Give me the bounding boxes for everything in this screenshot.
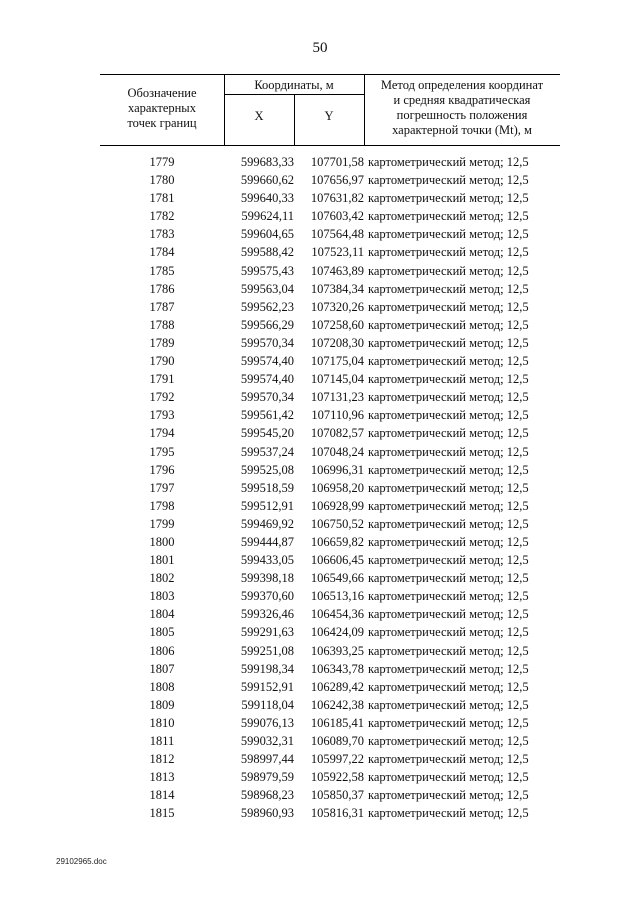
method-cell: картометрический метод; 12,5 — [368, 625, 529, 640]
coord-y: 106393,25 — [310, 643, 364, 658]
coord-x: 599660,62 — [240, 173, 294, 188]
header-method-line: характерной точки (Mt), м — [392, 123, 532, 137]
table-row — [100, 388, 570, 406]
coord-x: 599574,40 — [240, 354, 294, 369]
table-row — [100, 678, 570, 696]
coord-x: 599566,29 — [240, 317, 294, 332]
table-row — [100, 623, 570, 641]
header-designation — [100, 86, 224, 131]
header-y: Y — [324, 109, 334, 123]
coord-x: 598979,59 — [240, 770, 294, 785]
method-cell: картометрический метод; 12,5 — [368, 317, 529, 332]
method-cell: картометрический метод; 12,5 — [368, 390, 529, 405]
coord-x: 599562,23 — [240, 299, 294, 314]
point-number: 1781 — [149, 191, 175, 206]
method-cell: картометрический метод; 12,5 — [368, 191, 529, 206]
coord-y: 106185,41 — [310, 715, 364, 730]
coord-x: 599433,05 — [240, 553, 294, 568]
coord-x: 599683,33 — [240, 155, 294, 169]
coord-y: 106454,36 — [310, 607, 364, 622]
point-number: 1785 — [149, 263, 175, 278]
coord-y: 107384,34 — [310, 281, 364, 296]
point-number: 1779 — [149, 155, 175, 169]
header-divider — [224, 94, 364, 95]
coord-x: 599575,43 — [240, 263, 294, 278]
table-row — [100, 189, 570, 207]
point-number: 1809 — [149, 697, 175, 712]
table-header — [100, 74, 560, 146]
point-number: 1787 — [149, 299, 175, 314]
method-cell: картометрический метод; 12,5 — [368, 227, 529, 242]
page-number: 50 — [312, 40, 328, 56]
point-number: 1788 — [149, 317, 175, 332]
table-row — [100, 786, 570, 804]
table-row — [100, 515, 570, 533]
point-number: 1798 — [149, 498, 175, 513]
point-number: 1813 — [149, 770, 175, 785]
point-number: 1795 — [149, 444, 175, 459]
table-row — [100, 225, 570, 243]
coord-y: 107631,82 — [310, 191, 364, 206]
coord-y: 106089,70 — [310, 734, 364, 748]
table-row — [100, 750, 570, 768]
coord-x: 599563,04 — [240, 281, 294, 296]
coord-y: 106928,99 — [310, 498, 364, 513]
coord-x: 599444,87 — [240, 534, 294, 549]
table-row — [100, 732, 570, 750]
method-cell: картометрический метод; 12,5 — [368, 806, 529, 821]
method-cell: картометрический метод; 12,5 — [368, 661, 529, 676]
method-cell: картометрический метод; 12,5 — [368, 516, 529, 531]
coord-x: 598960,93 — [240, 806, 294, 821]
table-row — [100, 243, 570, 261]
table-row — [100, 479, 570, 497]
point-number: 1807 — [149, 661, 175, 676]
method-cell: картометрический метод; 12,5 — [368, 372, 529, 387]
header-designation-line: характерных — [128, 101, 196, 115]
point-number: 1810 — [149, 715, 175, 730]
point-number: 1806 — [149, 643, 175, 658]
table-row — [100, 551, 570, 569]
method-cell: картометрический метод; 12,5 — [368, 281, 529, 296]
table-row — [100, 153, 570, 171]
table-row — [100, 714, 570, 732]
table-row — [100, 605, 570, 623]
coord-x: 598968,23 — [240, 788, 294, 803]
coord-y: 107463,89 — [310, 263, 364, 278]
method-cell: картометрический метод; 12,5 — [368, 462, 529, 477]
method-cell: картометрический метод; 12,5 — [368, 498, 529, 513]
coord-y: 107048,24 — [310, 444, 364, 459]
method-cell: картометрический метод; 12,5 — [368, 155, 529, 169]
table-row — [100, 804, 570, 822]
coord-y: 107701,58 — [310, 155, 364, 169]
coord-x: 599624,11 — [241, 209, 294, 224]
coord-x: 599118,04 — [241, 697, 294, 712]
coord-x: 599291,63 — [240, 625, 294, 640]
point-number: 1799 — [149, 516, 175, 531]
coord-x: 599561,42 — [240, 408, 294, 423]
coord-x: 599537,24 — [240, 444, 294, 459]
coord-y: 107523,11 — [311, 245, 364, 260]
table-row — [100, 406, 570, 424]
table-row — [100, 569, 570, 587]
point-number: 1789 — [149, 335, 175, 350]
header-coordinates: Координаты, м — [254, 78, 334, 92]
coord-y: 106289,42 — [310, 679, 364, 694]
coord-y: 105922,58 — [310, 770, 364, 785]
point-number: 1786 — [149, 281, 175, 296]
table-row — [100, 696, 570, 714]
method-cell: картометрический метод; 12,5 — [368, 245, 529, 260]
point-number: 1802 — [149, 571, 175, 586]
point-number: 1790 — [149, 354, 175, 369]
method-cell: картометрический метод; 12,5 — [368, 534, 529, 549]
coord-x: 599518,59 — [240, 480, 294, 495]
coord-y: 107603,42 — [310, 209, 364, 224]
table-row — [100, 262, 570, 280]
point-number: 1812 — [149, 752, 175, 767]
method-cell: картометрический метод; 12,5 — [368, 788, 529, 803]
point-number: 1815 — [149, 806, 175, 821]
coord-y: 107110,96 — [311, 408, 364, 423]
coord-y: 106750,52 — [310, 516, 364, 531]
point-number: 1804 — [149, 607, 175, 622]
method-cell: картометрический метод; 12,5 — [368, 734, 529, 748]
coord-y: 106549,66 — [310, 571, 364, 586]
coord-y: 107131,23 — [310, 390, 364, 405]
header-method — [364, 78, 560, 138]
coord-y: 105816,31 — [310, 806, 364, 821]
table-row — [100, 587, 570, 605]
method-cell: картометрический метод; 12,5 — [368, 571, 529, 586]
table-row — [100, 316, 570, 334]
point-number: 1797 — [149, 480, 175, 495]
coord-x: 599512,91 — [240, 498, 294, 513]
header-designation-line: Обозначение — [127, 86, 197, 100]
method-cell: картометрический метод; 12,5 — [368, 335, 529, 350]
method-cell: картометрический метод; 12,5 — [368, 589, 529, 604]
coord-x: 599251,08 — [240, 643, 294, 658]
method-cell: картометрический метод; 12,5 — [368, 263, 529, 278]
method-cell: картометрический метод; 12,5 — [368, 426, 529, 441]
header-designation-line: точек границ — [127, 116, 197, 130]
coord-x: 599640,33 — [240, 191, 294, 206]
table-row — [100, 443, 570, 461]
coord-y: 106424,09 — [310, 625, 364, 640]
coord-y: 106242,38 — [310, 697, 364, 712]
table-row — [100, 642, 570, 660]
coord-y: 106513,16 — [310, 589, 364, 604]
point-number: 1780 — [149, 173, 175, 188]
method-cell: картометрический метод; 12,5 — [368, 354, 529, 369]
coord-x: 599525,08 — [240, 462, 294, 477]
coord-y: 107656,97 — [310, 173, 364, 188]
coord-y: 107175,04 — [310, 354, 364, 369]
method-cell: картометрический метод; 12,5 — [368, 643, 529, 658]
coord-x: 599570,34 — [240, 335, 294, 350]
method-cell: картометрический метод; 12,5 — [368, 679, 529, 694]
table-row — [100, 497, 570, 515]
table-row — [100, 768, 570, 786]
method-cell: картометрический метод; 12,5 — [368, 553, 529, 568]
coord-y: 105850,37 — [310, 788, 364, 803]
point-number: 1796 — [149, 462, 175, 477]
coord-x: 599370,60 — [240, 589, 294, 604]
coord-x: 599588,42 — [240, 245, 294, 260]
table-row — [100, 660, 570, 678]
coord-x: 599152,91 — [240, 679, 294, 694]
point-number: 1805 — [149, 625, 175, 640]
header-method-line: погрешность положения — [396, 108, 528, 122]
coord-x: 599398,18 — [240, 571, 294, 586]
coord-y: 106996,31 — [310, 462, 364, 477]
method-cell: картометрический метод; 12,5 — [368, 173, 529, 188]
method-cell: картометрический метод; 12,5 — [368, 408, 529, 423]
method-cell: картометрический метод; 12,5 — [368, 209, 529, 224]
table-row — [100, 424, 570, 442]
coord-x: 599574,40 — [240, 372, 294, 387]
coord-y: 106958,20 — [310, 480, 364, 495]
coord-x: 599469,92 — [240, 516, 294, 531]
point-number: 1793 — [149, 408, 175, 423]
method-cell: картометрический метод; 12,5 — [368, 752, 529, 767]
header-method-line: Метод определения координат — [380, 78, 544, 92]
coord-y: 107145,04 — [310, 372, 364, 387]
point-number: 1800 — [149, 534, 175, 549]
header-method-line: и средняя квадратическая — [393, 93, 531, 107]
point-number: 1801 — [149, 553, 175, 568]
coord-y: 107320,26 — [310, 299, 364, 314]
method-cell: картометрический метод; 12,5 — [368, 299, 529, 314]
coord-y: 106659,82 — [310, 534, 364, 549]
point-number: 1784 — [149, 245, 175, 260]
method-cell: картометрический метод; 12,5 — [368, 697, 529, 712]
table-row — [100, 171, 570, 189]
coord-x: 599076,13 — [240, 715, 294, 730]
point-number: 1791 — [149, 372, 175, 387]
coord-x: 598997,44 — [240, 752, 294, 767]
point-number: 1783 — [149, 227, 175, 242]
header-x: X — [254, 109, 264, 123]
coord-x: 599326,46 — [240, 607, 294, 622]
coord-y: 105997,22 — [310, 752, 364, 767]
point-number: 1808 — [149, 679, 175, 694]
method-cell: картометрический метод; 12,5 — [368, 770, 529, 785]
coord-y: 107082,57 — [310, 426, 364, 441]
table-row — [100, 533, 570, 551]
table-row — [100, 461, 570, 479]
coord-x: 599032,31 — [240, 734, 294, 748]
table-body — [100, 153, 570, 822]
coord-x: 599570,34 — [240, 390, 294, 405]
coord-x: 599545,20 — [240, 426, 294, 441]
point-number: 1811 — [149, 734, 175, 748]
table-row — [100, 352, 570, 370]
table-row — [100, 280, 570, 298]
method-cell: картометрический метод; 12,5 — [368, 444, 529, 459]
coord-y: 107564,48 — [310, 227, 364, 242]
coord-y: 107258,60 — [310, 317, 364, 332]
point-number: 1814 — [149, 788, 175, 803]
coord-y: 107208,30 — [310, 335, 364, 350]
table-row — [100, 207, 570, 225]
point-number: 1803 — [149, 589, 175, 604]
method-cell: картометрический метод; 12,5 — [368, 480, 529, 495]
table-row — [100, 334, 570, 352]
table-row — [100, 370, 570, 388]
point-number: 1792 — [149, 390, 175, 405]
table-row — [100, 298, 570, 316]
point-number: 1782 — [149, 209, 175, 224]
method-cell: картометрический метод; 12,5 — [368, 715, 529, 730]
coord-y: 106343,78 — [310, 661, 364, 676]
point-number: 1794 — [149, 426, 175, 441]
coord-x: 599604,65 — [240, 227, 294, 242]
method-cell: картометрический метод; 12,5 — [368, 607, 529, 622]
coord-y: 106606,45 — [310, 553, 364, 568]
coord-x: 599198,34 — [240, 661, 294, 676]
file-name: 29102965.doc — [56, 857, 107, 866]
